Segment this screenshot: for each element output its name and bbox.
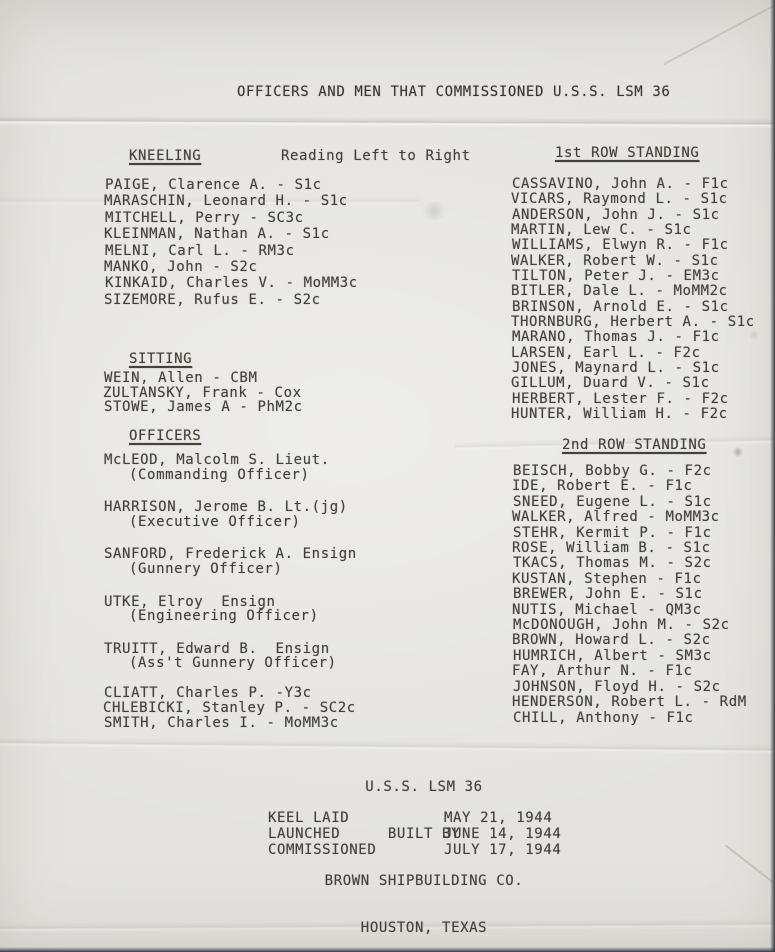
roster-line: BROWN, Howard L. - S2c [512,632,711,649]
scan-edge-bottom [0,947,775,952]
milestone-row [268,826,561,842]
roster-line: WEIN, Allen - CBM [104,370,258,386]
roster-line: GILLUM, Duard V. - S1c [511,375,710,392]
roster-line: CHLEBICKI, Stanley P. - SC2c [103,699,356,716]
roster-line: SIZEMORE, Rufus E. - S2c [104,291,321,308]
roster-line: THORNBURG, Herbert A. - S1c [511,314,755,331]
officer-role: (Ass't Gunnery Officer) [129,655,337,672]
milestone-date: MAY 21, 1944 [444,810,553,826]
second-row-standing-roster [513,464,748,726]
roster-line: WALKER, Alfred - MoMM3c [512,509,720,526]
paper-smudge [733,446,743,458]
roster-line: STEHR, Kermit P. - F1c [513,524,712,541]
roster-line: FAY, Arthur N. - F1c [512,663,693,680]
officer-entry [104,453,357,482]
roster-line: MITCHELL, Perry - SC3c [105,209,304,226]
roster-line: MARTIN, Lew C. - S1c [511,222,692,239]
document-title: OFFICERS AND MEN THAT COMMISSIONED U.S.S. LSM 36 [237,84,671,100]
builder-location: HOUSTON, TEXAS [360,919,488,936]
roster-line: VICARS, Raymond L. - S1c [511,191,728,208]
paper-crease [725,845,775,902]
roster-line: BEISCH, Bobby G. - F2c [513,463,712,479]
roster-line: ANDERSON, John J. - S1c [512,206,720,223]
roster-line: ROSE, William B. - S1c [512,540,711,557]
roster-line: MARANO, Thomas J. - F1c [512,329,720,346]
milestone-date: JUNE 14, 1944 [444,826,562,842]
milestone-row [268,810,561,826]
officer-role: (Executive Officer) [129,513,301,530]
officer-name: TRUITT, Edward B. Ensign [104,640,330,657]
sitting-roster [104,371,303,415]
officer-entry [104,547,357,576]
roster-line: NUTIS, Michael - QM3c [512,601,702,618]
roster-line: WILLIAMS, Elwyn R. - F1c [512,237,729,254]
roster-line: CASSAVINO, John A. - F1c [512,176,729,192]
builder-name: BROWN SHIPBUILDING CO. [324,872,524,889]
officer-entry [104,595,357,624]
roster-line: MELNI, Carl L. - RM3c [105,242,295,259]
roster-line: STOWE, James A - PhM2c [104,399,303,416]
roster-line: WALKER, Robert W. - S1c [511,252,719,269]
roster-line: CLIATT, Charles P. -Y3c [104,685,312,701]
roster-line: SMITH, Charles I. - MoMM3c [104,714,339,731]
ship-name: U.S.S. LSM 36 [365,779,483,796]
roster-line: TKACS, Thomas M. - S2c [513,555,712,572]
roster-line: KINKAID, Charles V. - MoMM3c [105,275,358,292]
officer-name: McLEOD, Malcolm S. Lieut. [104,452,330,468]
scan-edge-right [770,0,775,952]
officer-name: HARRISON, Jerome B. Lt.(jg) [104,499,348,516]
paper-crease [663,0,775,65]
section-header-1st-row-standing: 1st ROW STANDING [555,145,700,161]
officer-name: SANFORD, Frederick A. Ensign [104,546,357,563]
roster-line: CHILL, Anthony - F1c [513,709,694,726]
milestone-label: LAUNCHED [268,826,341,842]
roster-line: McDONOUGH, John M. - S2c [513,617,730,634]
roster-line: HENDERSON, Robert L. - RdM [512,694,747,711]
roster-line: BITLER, Dale L. - MoMM2c [511,283,728,300]
roster-line: JOHNSON, Floyd H. - S2c [513,678,721,695]
ship-milestones [268,810,561,858]
kneeling-roster [105,177,358,308]
first-row-standing-roster [512,177,756,423]
section-header-2nd-row-standing: 2nd ROW STANDING [562,437,707,453]
officer-role: (Commanding Officer) [129,466,310,483]
roster-line: HUNTER, William H. - F2c [511,406,728,423]
roster-line: HERBERT, Lester F. - F2c [512,390,729,407]
roster-line: JONES, Maynard L. - S1c [512,360,720,377]
section-header-sitting: SITTING [129,351,193,367]
section-header-kneeling: KNEELING [129,148,202,164]
officer-entry [104,642,357,671]
roster-line: HUMRICH, Albert - SM3c [513,647,712,664]
milestone-row [268,842,561,858]
milestone-date: JULY 17, 1944 [444,842,562,858]
roster-line: KLEINMAN, Nathan A. - S1c [104,226,330,243]
roster-line: IDE, Robert E. - F1c [512,478,693,495]
paper-smudge [420,202,448,220]
section-header-officers: OFFICERS [129,428,202,444]
officers-enlisted-roster [104,686,357,730]
roster-line: PAIGE, Clarence A. - S1c [105,177,322,193]
officer-role: (Gunnery Officer) [129,560,283,577]
roster-line: SNEED, Eugene L. - S1c [513,493,712,510]
reading-order-note: Reading Left to Right [281,148,471,164]
officer-entry [104,500,357,529]
roster-line: MANKO, John - S2c [104,259,258,276]
roster-line: ZULTANSKY, Frank - Cox [103,384,302,401]
roster-line: BRINSON, Arnold E. - S1c [512,298,729,315]
milestone-label: COMMISSIONED [268,842,377,858]
officers-roster [104,453,357,689]
roster-line: MARASCHIN, Leonard H. - S1c [104,193,348,210]
paper-crease [0,115,775,128]
roster-line: TILTON, Peter J. - EM3c [512,268,720,285]
officer-role: (Engineering Officer) [129,608,319,625]
built-by-label: BUILT BY [387,825,461,842]
roster-line: BREWER, John E. - S1c [513,586,703,603]
milestone-label: KEEL LAID [268,810,350,826]
roster-line: KUSTAN, Stephen - F1c [512,570,702,587]
officer-name: UTKE, Elroy Ensign [104,593,276,610]
roster-line: LARSEN, Earl L. - F2c [511,344,701,361]
